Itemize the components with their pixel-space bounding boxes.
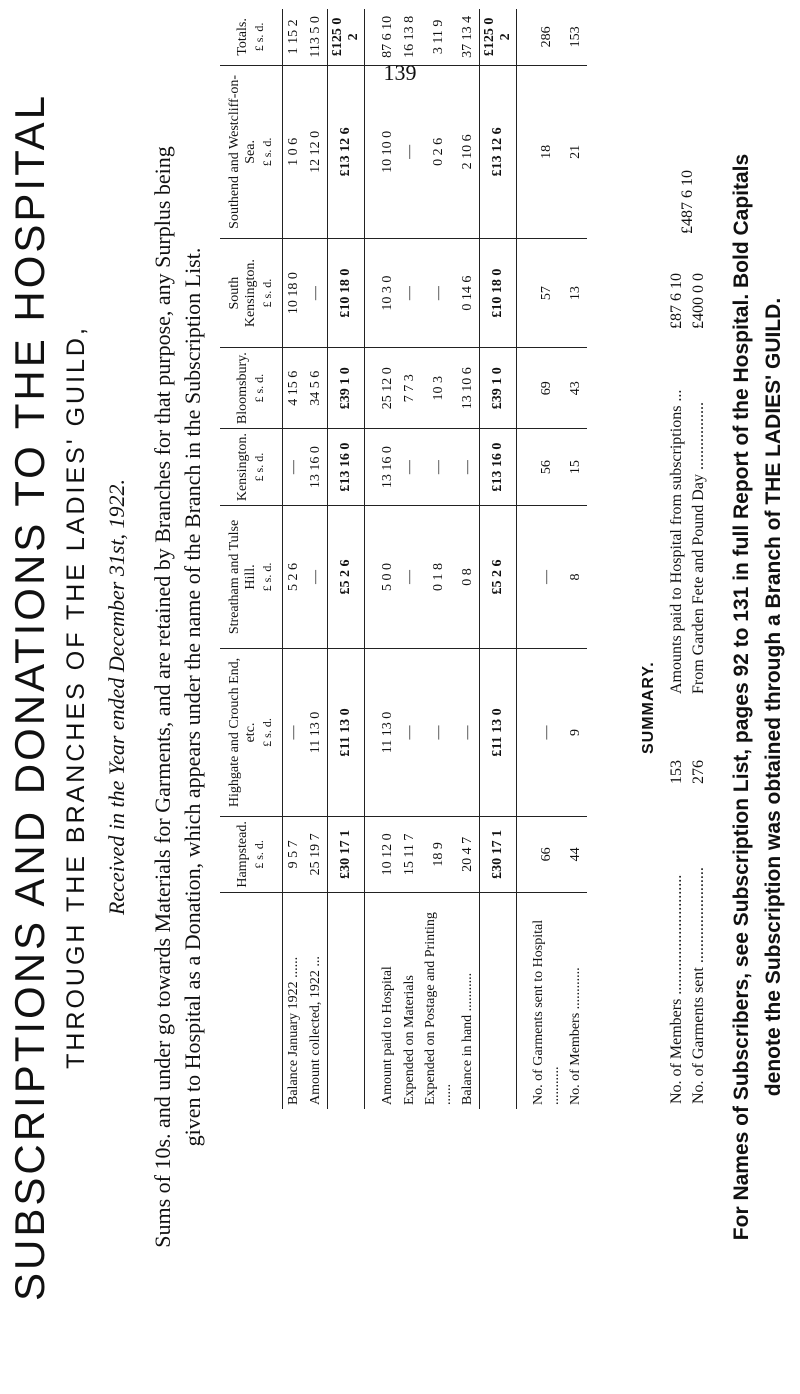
cell: 11 13 0	[305, 648, 328, 816]
cell: 5 0 0	[377, 506, 399, 649]
row-label: Expended on Materials	[402, 975, 417, 1105]
table-row	[529, 9, 565, 1109]
cell: £13 12 6	[328, 65, 365, 238]
row-label: Balance January 1922 ......	[286, 956, 301, 1105]
table-row	[305, 9, 328, 1109]
cell: 13 10 6	[457, 348, 480, 429]
row-label: Amount collected, 1922 ...	[308, 956, 323, 1105]
cell: 11 13 0	[377, 648, 399, 816]
table-row	[283, 9, 306, 1109]
page-title: SUBSCRIPTIONS AND DONATIONS TO THE HOSPITAL	[6, 93, 53, 1301]
cell: —	[421, 239, 457, 348]
row-label: No. of Garments sent to Hospital ...........	[531, 919, 562, 1105]
cell: 0 2 6	[421, 65, 457, 238]
cell: 18	[529, 65, 565, 238]
cell: 21	[565, 65, 587, 238]
page-subtitle: THROUGH THE BRANCHES OF THE LADIES' GUILD,	[62, 325, 90, 1069]
cell: —	[399, 429, 421, 506]
row-label: Balance in hand ...........	[460, 972, 475, 1105]
row-label: Amount paid to Hospital	[380, 966, 395, 1105]
footer-line-2: denote the Subscription was obtained through a Branch of THE LADIES' GUILD.	[762, 297, 785, 1097]
cell: 56	[529, 429, 565, 506]
table-row	[421, 9, 457, 1109]
summary-members-label: No. of Members ..............................	[668, 874, 685, 1104]
cell: 18 9	[421, 817, 457, 892]
cell: 1 15 2	[283, 9, 306, 65]
cell: —	[457, 429, 480, 506]
cell: 10 18 0	[283, 239, 306, 348]
cell: —	[399, 239, 421, 348]
cell: —	[421, 429, 457, 506]
col-south-kensington: South Kensington. £ s. d.	[220, 239, 283, 348]
cell: £125 0 2	[328, 9, 365, 65]
col-southend: Southend and Westcliff-on-Sea. £ s. d.	[220, 65, 283, 238]
summary-total: £487 6 10	[679, 170, 696, 234]
cell: 9 5 7	[283, 817, 306, 892]
spacer-row	[517, 9, 530, 1109]
cell: —	[421, 648, 457, 816]
table-header-row	[220, 9, 283, 1109]
cell: —	[283, 648, 306, 816]
cell: £10 18 0	[480, 239, 517, 348]
summary-members-value: 153	[668, 760, 685, 784]
cell: £30 17 1	[328, 817, 365, 892]
cell: £11 13 0	[480, 648, 517, 816]
cell: 4 15 6	[283, 348, 306, 429]
page-number: 139	[383, 60, 417, 85]
cell: —	[529, 648, 565, 816]
cell: 5 2 6	[283, 506, 306, 649]
col-hampstead: Hampstead. £ s. d.	[220, 817, 283, 892]
cell: £5 2 6	[328, 506, 365, 649]
col-streatham: Streatham and Tulse Hill. £ s. d.	[220, 506, 283, 649]
cell: 25 12 0	[377, 348, 399, 429]
cell: 3 11 9	[421, 9, 457, 65]
row-label: Expended on Postage and Printing ......	[423, 912, 454, 1105]
cell: £39 1 0	[480, 348, 517, 429]
branch-table	[220, 9, 587, 1109]
summary-fete-value: £400 0 0	[690, 273, 707, 329]
table-row	[565, 9, 587, 1109]
intro-line-1: Sums of 10s. and under go towards Materials for Garments, and are retained by Branches for that purpose, any Surplus being	[150, 146, 175, 1248]
intro-line-2: given to Hospital as a Donation, which appears under the name of the Branch in the Subscription List.	[180, 247, 205, 1147]
table-row	[377, 9, 399, 1109]
summary-paid-value: £87 6 10	[668, 273, 685, 329]
cell: —	[305, 506, 328, 649]
cell: £125 0 2	[480, 9, 517, 65]
summary-garments-label: No. of Garments sent ........................	[690, 867, 707, 1104]
cell: 15	[565, 429, 587, 506]
cell: —	[399, 65, 421, 238]
cell: 34 5 6	[305, 348, 328, 429]
cell: £10 18 0	[328, 239, 365, 348]
cell: 69	[529, 348, 565, 429]
summary-garments-value: 276	[690, 760, 707, 784]
col-kensington: Kensington. £ s. d.	[220, 429, 283, 506]
summary-fete-label: From Garden Fete and Pound Day .................	[690, 402, 707, 694]
cell: 10 10 0	[377, 65, 399, 238]
table-row	[399, 9, 421, 1109]
cell: 10 12 0	[377, 817, 399, 892]
total-row	[480, 9, 517, 1109]
cell: 16 13 8	[399, 9, 421, 65]
summary-title: SUMMARY.	[640, 661, 657, 754]
summary-paid-label: Amounts paid to Hospital from subscriptions ...	[668, 389, 685, 694]
cell: 2 10 6	[457, 65, 480, 238]
cell: 10 3 0	[377, 239, 399, 348]
cell: £13 12 6	[480, 65, 517, 238]
cell: 43	[565, 348, 587, 429]
cell: 1 0 6	[283, 65, 306, 238]
cell: £11 13 0	[328, 648, 365, 816]
cell: —	[305, 239, 328, 348]
cell: 8	[565, 506, 587, 649]
total-row	[328, 9, 365, 1109]
cell: 13 16 0	[377, 429, 399, 506]
col-bloomsbury: Bloomsbury. £ s. d.	[220, 348, 283, 429]
cell: 15 11 7	[399, 817, 421, 892]
cell: 0 1 8	[421, 506, 457, 649]
row-label	[328, 892, 365, 1109]
cell: —	[399, 506, 421, 649]
cell: 25 19 7	[305, 817, 328, 892]
cell: 20 4 7	[457, 817, 480, 892]
row-label-header	[220, 892, 283, 1109]
cell: 10 3	[421, 348, 457, 429]
col-totals: Totals. £ s. d.	[220, 9, 283, 65]
cell: 9	[565, 648, 587, 816]
cell: 87 6 10	[377, 9, 399, 65]
cell: £5 2 6	[480, 506, 517, 649]
received-line: Received in the Year ended December 31st, 1922.	[104, 479, 129, 916]
cell: 0 8	[457, 506, 480, 649]
row-label	[480, 892, 517, 1109]
cell: 113 5 0	[305, 9, 328, 65]
cell: 12 12 0	[305, 65, 328, 238]
cell: £13 16 0	[480, 429, 517, 506]
cell: 44	[565, 817, 587, 892]
spacer-row	[365, 9, 378, 1109]
cell: —	[283, 429, 306, 506]
cell: 0 14 6	[457, 239, 480, 348]
cell: 286	[529, 9, 565, 65]
col-highgate: Highgate and Crouch End, etc. £ s. d.	[220, 648, 283, 816]
cell: 7 7 3	[399, 348, 421, 429]
cell: 153	[565, 9, 587, 65]
cell: —	[399, 648, 421, 816]
cell: 37 13 4	[457, 9, 480, 65]
cell: 57	[529, 239, 565, 348]
cell: 13 16 0	[305, 429, 328, 506]
cell: 13	[565, 239, 587, 348]
footer-line-1: For Names of Subscribers, see Subscription List, pages 92 to 131 in full Report of the Hospital. Bold Capitals	[730, 153, 753, 1241]
row-label: No. of Members ............	[568, 967, 583, 1105]
cell: £13 16 0	[328, 429, 365, 506]
cell: £39 1 0	[328, 348, 365, 429]
cell: 66	[529, 817, 565, 892]
table-row	[457, 9, 480, 1109]
cell: —	[457, 648, 480, 816]
cell: —	[529, 506, 565, 649]
cell: £30 17 1	[480, 817, 517, 892]
